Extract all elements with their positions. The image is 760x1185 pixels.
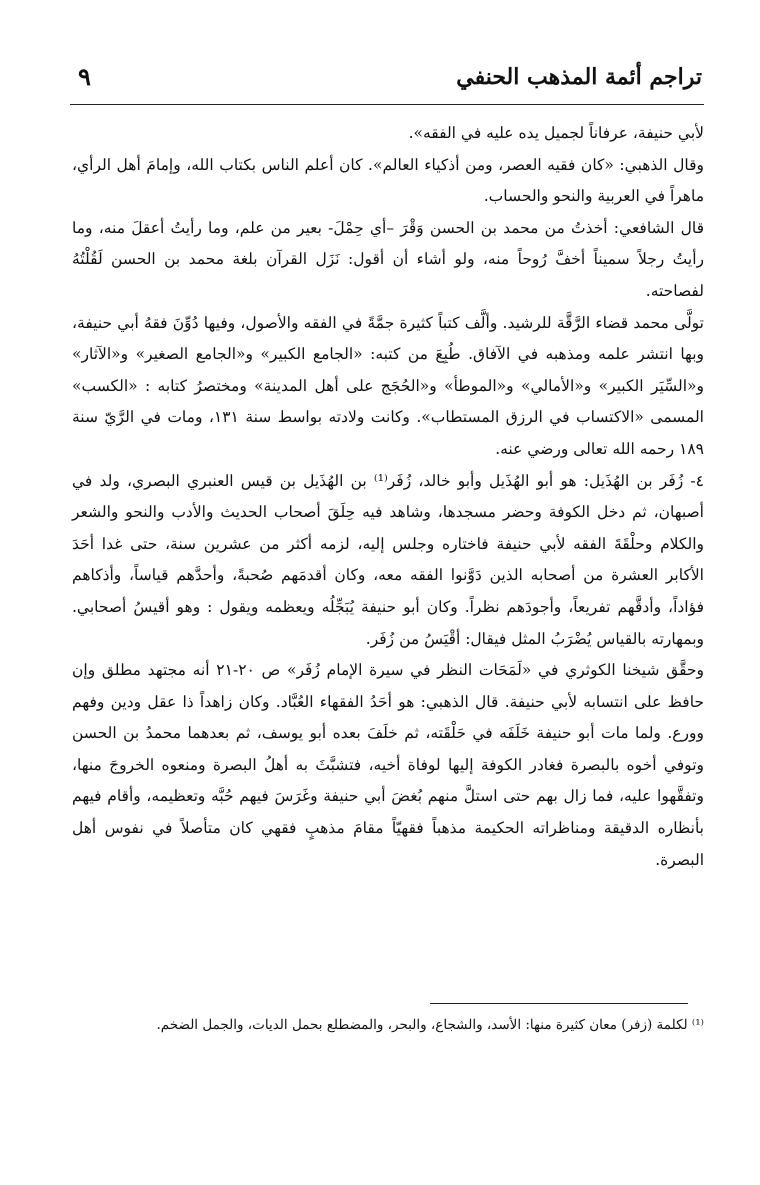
footnotes [72,1010,704,1040]
paragraph-1: لأبي حنيفة، عرفاناً لجميل يده عليه في الفقه». [408,124,704,142]
header-rule [70,104,704,105]
running-header [70,58,702,102]
paragraph-4: تولَّى محمد قضاء الرَّقَّة للرشيد. وألَّف كتباً كثيرة جمَّةً في الفقه والأصول، وفيها دُوِّنَ فقهُ أبي حنيفة، وبها انتشر علمه ومذهبه في الآفاق. طُبِعَ من كتبه: «الجامع الكبير» و«الجامع الصغير» و«الآثار» و«السِّيَر الكبير» و«الأمالي» و«الموطأ» و«الحُجَج على أهل المدينة» ومختصرُ كتابه : «الكسب» المسمى «الاكتساب في الرزق المستطاب». وكانت ولادته بواسط سنة ١٣١، ومات في الرَّيّ سنة ١٨٩ رحمه الله تعالى ورضي عنه. [72,313,704,458]
body-text [72,118,704,876]
header-title: تراجم أئمة المذهب الحنفي [456,64,702,90]
paragraph-2: وقال الذهبي: «كان فقيه العصر، ومن أذكياء العالم». كان أعلم الناس بكتاب الله، وإمامَ أهل الرأي، ماهراً في العربية والنحو والحساب. [72,155,704,206]
paragraph-5: ٤- زُفَر بن الهُذَيل: هو أبو الهُذَيل وأبو خالد، زُفَر⁽¹⁾ بن الهُذَيل بن قيس العنبري البصري، ولد في أصبهان، ثم دخل الكوفة وحضر مسجدها، وشاهد فيه حِلَقَ أصحاب الحديث والأدب والنحو والشعر والكلام وحلْقَةَ الفقه لأبي حنيفة فاختاره وجلس إليه، لزمه أكثر من عشرين سنة، حتى غدا أحَدَ الأكابر العشرة من أصحابه الذين دَوَّنوا الفقه معه، وكان أقدمَهم صُحبةً، وأحدَّهم قياساً، وأذكاهم فؤاداً، وأدقَّهم تفريعاً، وأجودَهم نظراً. وكان أبو حنيفة يُبَجِّلُه ويعظمه ويقول : وهو أقيسُ أصحابي. وبمهارته بالقياس يُضْرَبُ المثل فيقال: أقْيَسُ من زُفَر. [72,471,704,648]
paragraph-3: قال الشافعي: أخذتُ من محمد بن الحسن وَقْرَ –أي حِمْلَ- بعير من علم، وما رأيتُ أعقلَ منه، وما رأيتُ رجلاً سميناً أخفَّ رُوحاً منه، ولو أشاء أن أقول: نَزَل القرآن بلغة محمد بن الحسن لَقُلْتُهُ لفصاحته. [72,218,704,300]
paragraph-6: وحقَّق شيخنا الكوثري في «لَمَحَات النظر في سيرة الإمام زُفَر» ص ٢٠-٢١ أنه مجتهد مطلق وإن حافظ على انتسابه لأبي حنيفة. قال الذهبي: هو أحَدُ الفقهاء العُبَّاد. وكان زاهداً ذا عقل ودين وفهم وورع. ولما مات أبو حنيفة خَلَفَه في حَلْقَته، ثم خلَفَ بعده أبو يوسف، ثم بعدهما محمدُ بن الحسن وتوفي أخوه بالبصرة فغادر الكوفة إليها لوفاة أخيه، فتشبَّثَ به أهلُ البصرة ومنعوه الخروجَ منها، وتفقَّهوا عليه، فما زال بهم حتى استلَّ منهم بُغضَ أبي حنيفة وغَرَسَ فيهم حُبَّه وتعظيمه، وأقام فيهم بأنظاره الدقيقة ومناظراته الحكيمة مذهباً فقهيّاً مقامَ مذهبٍ فقهي كان متأصلاً في نفوس أهل البصرة. [72,661,705,869]
footnote-1: ⁽¹⁾ لكلمة (زفر) معان كثيرة منها: الأسد، والشجاع، والبحر، والمضطلع بحمل الديات، والجمل الضخم. [156,1017,704,1033]
footnote-rule [430,1003,688,1004]
page-number: ٩ [78,62,91,91]
